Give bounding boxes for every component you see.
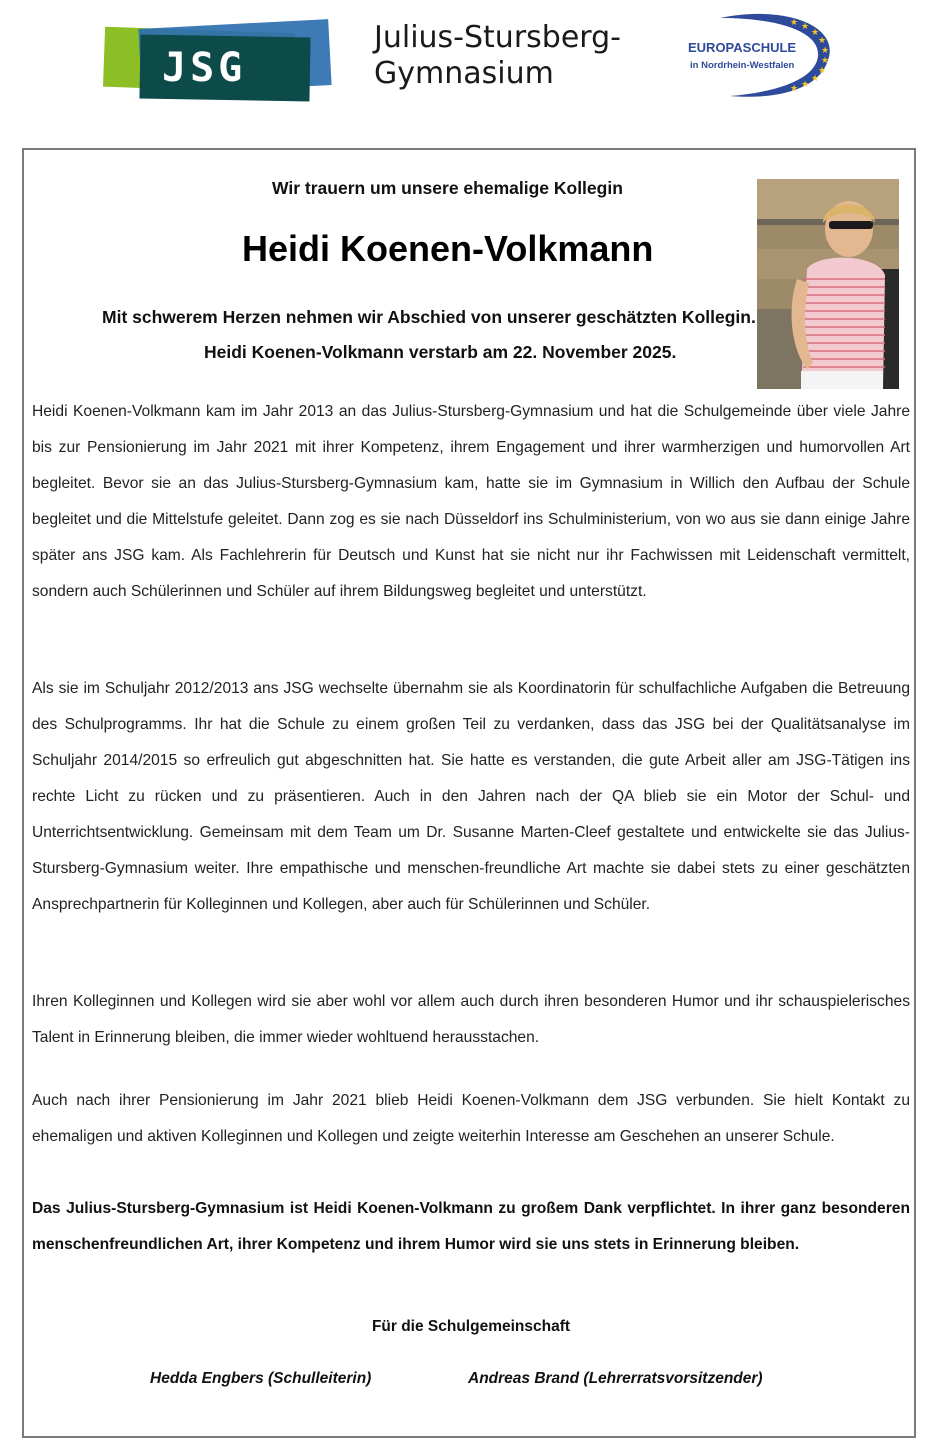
intro-line: Wir trauern um unsere ehemalige Kollegin [272, 178, 623, 198]
svg-text:★: ★ [821, 45, 830, 55]
school-name-line1: Julius-Stursberg- [374, 20, 621, 55]
paragraph-retirement: Auch nach ihrer Pensionierung im Jahr 2021 blieb Heidi Koenen-Volkmann dem JSG verbunden. Sie hielt Kontakt zu ehemaligen und aktiven Kolleginnen und Kollegen und zeigte weiterhin Interesse am Geschehen an unserer Schule. [32, 1092, 910, 1145]
svg-text:★: ★ [790, 17, 799, 27]
paragraph-career: Heidi Koenen-Volkmann kam im Jahr 2013 an das Julius-Stursberg-Gymnasium und hat die Schulgemeinde über viele Jahre bis zur Pensionierung im Jahr 2021 mit ihrer Kompetenz, ihrem Engagement und ihrer warmherzigen und humorvollen Art begleitet. Bevor sie an das Julius-Stursberg-Gymnasium kam, hatte sie im Gymnasium in Willich den Aufbau der Schule begleitet und die Mittelstufe geleitet. Dann zog es sie nach Düsseldorf ins Schulministerium, von wo aus sie dann einige Jahre später ans JSG kam. Als Fachlehrerin für Deutsch und Kunst hat sie nicht nur ihr Fachwissen mit Leidenschaft vermittelt, sondern auch Schülerinnen und Schüler auf ihrem Bildungsweg begleitet und unterstützt. [32, 403, 910, 600]
svg-text:★: ★ [818, 65, 827, 75]
europaschule-subtitle: in Nordrhein-Westfalen [690, 60, 795, 71]
portrait-photo [757, 179, 899, 389]
svg-text:★: ★ [818, 35, 827, 45]
obituary-frame [22, 148, 916, 1438]
deceased-name: Heidi Koenen-Volkmann [242, 228, 654, 269]
paragraph-coordination: Als sie im Schuljahr 2012/2013 ans JSG wechselte übernahm sie als Koordinatorin für schulfachliche Aufgaben die Betreuung des Schulprogramms. Ihr hat die Schule zu einem großen Teil zu verdanken, dass das JSG bei der Qualitätsanalyse im Schuljahr 2014/2015 so erfreulich gut abgeschnitten hat. Sie hatte es verstanden, die gute Arbeit aller am JSG-Tätigen ins rechte Licht zu rücken und zu präsentieren. Auch in den Jahren nach der QA blieb sie ein Motor der Schul- und Unterrichtsentwicklung. Gemeinsam mit dem Team um Dr. Susanne Marten-Cleef gestaltete und entwickelte sie das Julius-Stursberg-Gymnasium weiter. Ihre empathische und menschen-freundliche Art machte sie dabei stets zu einer geschätzten Ansprechpartnerin für Kolleginnen und Kollegen, aber auch für Schülerinnen und Schüler. [32, 680, 910, 913]
farewell-line-1: Mit schwerem Herzen nehmen wir Abschied von unserer geschätzten Kollegin. [102, 307, 756, 327]
school-name [374, 20, 621, 92]
svg-text:★: ★ [811, 27, 820, 37]
signatory-teacher-council: Andreas Brand (Lehrerratsvorsitzender) [468, 1370, 763, 1387]
svg-text:★: ★ [811, 73, 820, 83]
svg-text:★: ★ [821, 55, 830, 65]
paragraph-humor: Ihren Kolleginnen und Kollegen wird sie aber wohl vor allem auch durch ihren besonderen Humor und ihr schauspielerisches Talent in Erinnerung bleiben, die immer wieder wohltuend herausstachen. [32, 993, 910, 1046]
signatory-principal: Hedda Engbers (Schulleiterin) [150, 1370, 372, 1387]
signoff: Für die Schulgemeinschaft [371, 1318, 571, 1335]
europaschule-logo [680, 8, 840, 104]
europaschule-title: EUROPASCHULE [688, 40, 797, 55]
letterhead [0, 0, 942, 130]
svg-text:★: ★ [790, 83, 799, 93]
jsg-logo [100, 10, 340, 106]
portrait-photo-icon [757, 179, 899, 389]
paragraph-gratitude: Das Julius-Stursberg-Gymnasium ist Heidi Koenen-Volkmann zu großem Dank verpflichtet. In ihrer ganz besonderen menschenfreundlichen Art, ihrer Kompetenz und ihrem Humor wird sie uns stets in Erinnerung bleiben. [32, 1200, 910, 1253]
logo-text: JSG [162, 45, 247, 91]
farewell-line-2: Heidi Koenen-Volkmann verstarb am 22. November 2025. [204, 342, 677, 362]
svg-text:★: ★ [801, 21, 810, 31]
svg-text:★: ★ [801, 79, 810, 89]
europe-crescent-icon [680, 8, 840, 104]
school-name-line2: Gymnasium [374, 56, 554, 91]
